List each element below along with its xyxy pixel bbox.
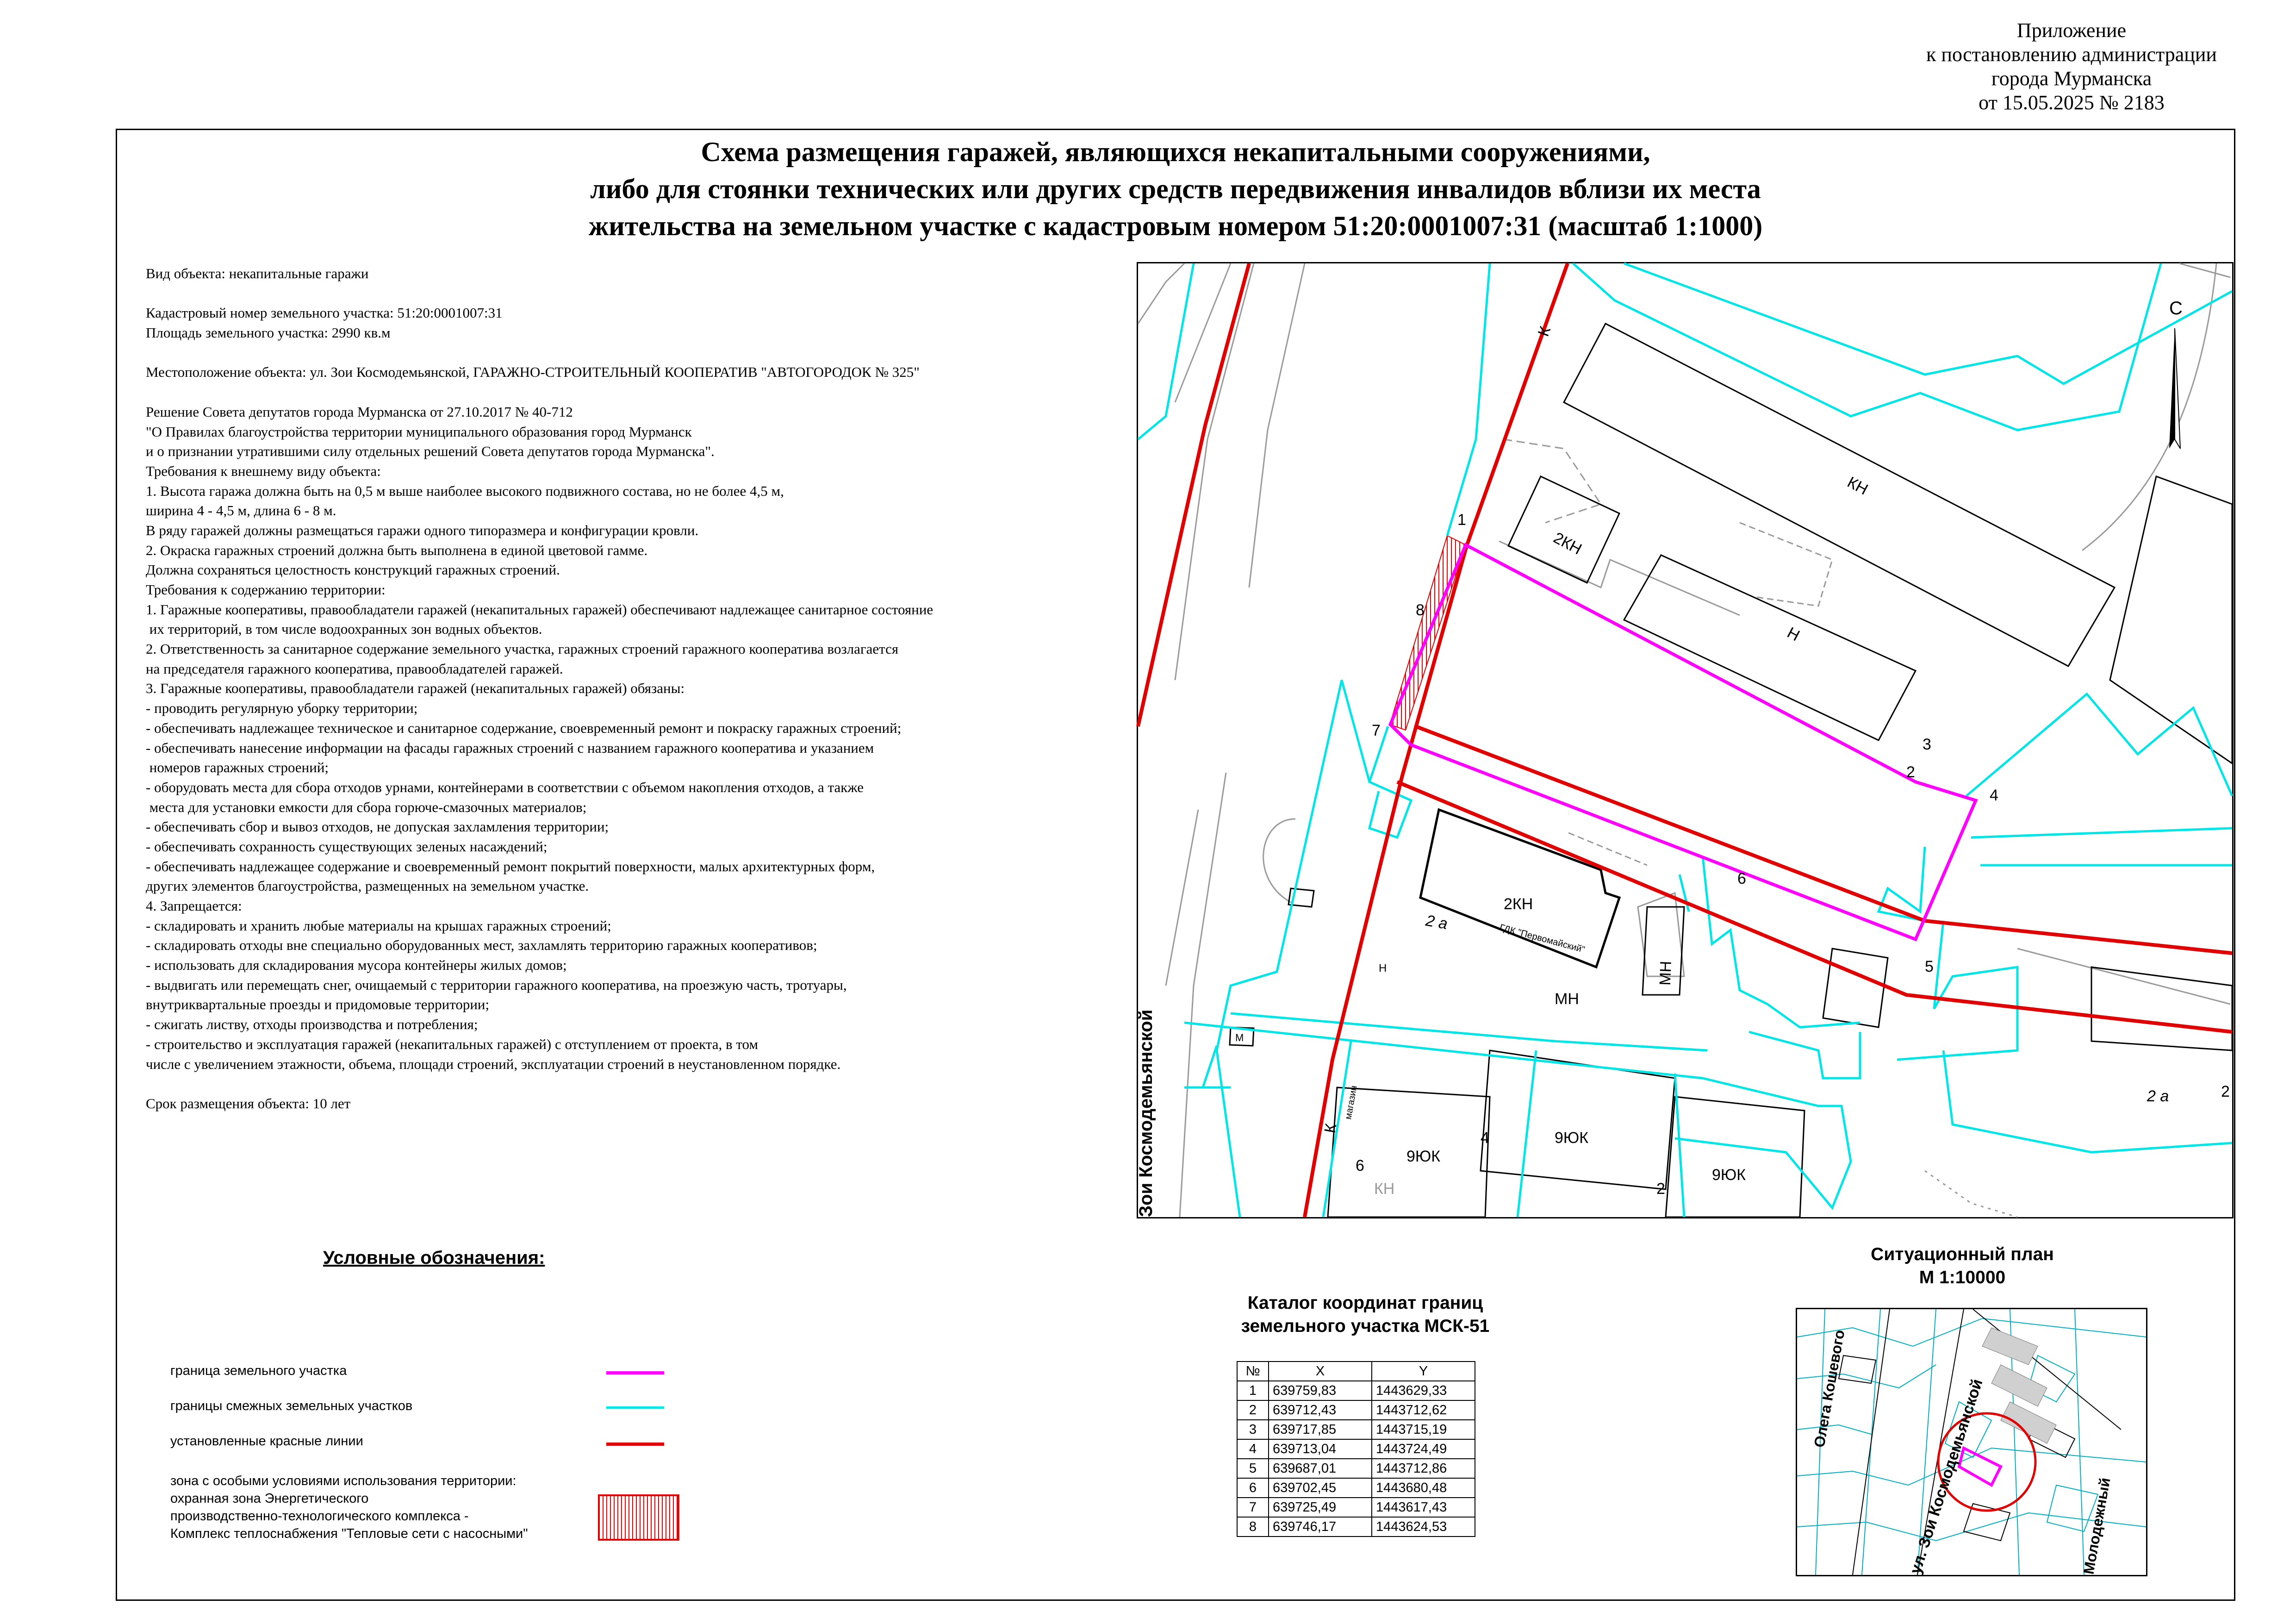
requirements-line: - использовать для складирования мусора контейнеры жилых домов; <box>146 957 567 974</box>
map-label: 2 а <box>2147 1087 2169 1105</box>
requirements-line: ширина 4 - 4,5 м, длина 6 - 8 м. <box>146 502 336 519</box>
legend-label-red-lines: установленные красные линии <box>170 1434 363 1449</box>
table-cell: 639725,49 <box>1269 1498 1372 1517</box>
requirements-line: Вид объекта: некапитальные гаражи <box>146 265 369 281</box>
title-line: жительства на земельном участке с кадастровым номером 51:20:0001007:31 (масштаб 1:1000) <box>588 211 1763 241</box>
grey-linework <box>1138 263 2230 1217</box>
requirements-line: - обеспечивать сбор и вывоз отходов, не допуская захламления территории; <box>146 818 609 835</box>
point-label: 5 <box>1925 958 1934 975</box>
requirements-line: В ряду гаражей должны размещаться гаражи одного типоразмера и конфигурации кровли. <box>146 522 699 538</box>
requirements-line: 4. Запрещается: <box>146 898 242 914</box>
table-cell: 1443624,53 <box>1372 1517 1475 1537</box>
map-label: МН <box>1555 990 1579 1008</box>
map-label: МН <box>1656 961 1675 986</box>
appendix-line: Приложение <box>2016 19 2127 42</box>
requirements-line: - выдвигать или перемещать снег, очищаемый с территории гаражного кооператива, на проезжую часть, тротуары, <box>146 976 847 993</box>
requirements-line: Площадь земельного участка: 2990 кв.м <box>146 325 391 341</box>
point-label: 1 <box>1457 511 1466 529</box>
requirements-line: других элементов благоустройства, размещенных на земельном участке. <box>146 878 589 894</box>
map-label: 6 <box>1356 1157 1364 1174</box>
map-label: 2КН <box>1550 529 1585 558</box>
table-row <box>1237 1420 1475 1439</box>
requirements-line: на председателя гаражного кооператива, правообладателей гаражей. <box>146 660 563 677</box>
legend-swatch-adjacent <box>606 1406 664 1409</box>
map-label: К <box>1534 324 1555 339</box>
map-label: 2 а <box>1424 912 1449 933</box>
point-label: 4 <box>1990 787 1998 804</box>
requirements-line: номеров гаражных строений; <box>146 759 329 776</box>
catalog-title-line: Каталог координат границ <box>1247 1293 1483 1313</box>
point-label: 7 <box>1372 722 1381 739</box>
requirements-line: 3. Гаражные кооперативы, правообладатели гаражей (некапитальных гаражей) обязаны: <box>146 680 685 697</box>
legend-zone-line: производственно-технологического комплекса - <box>170 1509 469 1524</box>
map-label: 9ЮК <box>1712 1166 1746 1184</box>
point-label: 3 <box>1923 736 1931 753</box>
table-row <box>1237 1517 1475 1537</box>
requirements-line: Кадастровый номер земельного участка: 51:20:0001007:31 <box>146 305 503 321</box>
requirements-line: их территорий, в том числе водоохранных зон водных объектов. <box>146 621 542 637</box>
map-label: ГДК "Первомайский" <box>1498 922 1586 955</box>
table-cell: 3 <box>1237 1420 1269 1439</box>
requirements-line: - складировать и хранить любые материалы на крышах гаражных строений; <box>146 917 611 934</box>
table-cell: 7 <box>1237 1498 1269 1517</box>
requirements-line: - оборудовать места для сбора отходов урнами, контейнерами в соответствии с объемом накопления отходов, а также <box>146 779 864 795</box>
requirements-line: - обеспечивать нанесение информации на фасады гаражных строений с названием гаражного кооператива и указанием <box>146 739 874 756</box>
table-cell: 1443712,62 <box>1372 1400 1475 1420</box>
column-header: X <box>1269 1362 1372 1381</box>
table-cell: 639759,83 <box>1269 1381 1372 1400</box>
situation-street-label: Молодежный <box>2080 1476 2114 1576</box>
map-label: КН <box>1374 1180 1395 1198</box>
table-cell: 1443617,43 <box>1372 1498 1475 1517</box>
requirements-line: 2. Окраска гаражных строений должна быть выполнена в единой цветовой гамме. <box>146 542 648 558</box>
legend-zone-line: зона с особыми условиями использования территории: <box>170 1474 516 1488</box>
table-header-row <box>1237 1362 1475 1381</box>
appendix-line: к постановлению администрации <box>1926 43 2217 66</box>
map-label: Н <box>1379 962 1387 974</box>
appendix-header <box>1886 19 2257 115</box>
adjacent-parcels <box>1138 263 2232 1217</box>
requirements-line: - строительство и эксплуатация гаражей (некапитальных гаражей) с отступлением от проекта, в том <box>146 1036 759 1052</box>
catalog-title-line: земельного участка МСК-51 <box>1241 1316 1490 1336</box>
requirements-line <box>146 382 1145 402</box>
table-row <box>1237 1439 1475 1459</box>
legend-zone-line: Комплекс теплоснабжения "Тепловые сети с насосными" <box>170 1526 528 1541</box>
map-label: 4 <box>1481 1129 1489 1147</box>
requirements-line: места для установки емкости для сбора горюче-смазочных материалов; <box>146 799 587 815</box>
map-canvas <box>1138 263 2232 1217</box>
legend-swatch-parcel <box>606 1371 664 1374</box>
table-cell: 639712,43 <box>1269 1400 1372 1420</box>
table-cell: 639717,85 <box>1269 1420 1372 1439</box>
column-header: Y <box>1372 1362 1475 1381</box>
legend-swatch-zone <box>598 1494 679 1541</box>
requirements-line: - проводить регулярную уборку территории; <box>146 700 418 717</box>
requirements-line: и о признании утратившими силу отдельных решений Совета депутатов города Мурманска". <box>146 443 715 460</box>
map-label: 9ЮК <box>1555 1129 1589 1147</box>
requirements-line: - обеспечивать надлежащее техническое и санитарное содержание, своевременный ремонт и покраску гаражных строений; <box>146 719 902 736</box>
table-cell: 4 <box>1237 1439 1269 1459</box>
requirements-line: 1. Высота гаража должна быть на 0,5 м выше наиболее высокого подвижного состава, но не более 4,5 м, <box>146 482 784 499</box>
requirements-line: "О Правилах благоустройства территории муниципального образования город Мурманск <box>146 423 692 440</box>
title-line: либо для стоянки технических или других средств передвижения инвалидов вблизи их места <box>590 174 1761 204</box>
table-row <box>1237 1381 1475 1400</box>
table-row <box>1237 1459 1475 1478</box>
situation-title-line: М 1:10000 <box>1919 1268 2006 1287</box>
appendix-line: от 15.05.2025 № 2183 <box>1979 91 2165 114</box>
situation-plan-canvas <box>1797 1309 2146 1575</box>
legend-label-zone <box>170 1472 587 1543</box>
requirements-line <box>146 1074 1145 1094</box>
situation-plan-map <box>1796 1308 2147 1576</box>
coordinates-table <box>1237 1361 1475 1537</box>
catalog-title <box>1176 1292 1555 1338</box>
table-cell: 1443724,49 <box>1372 1439 1475 1459</box>
map-label: 2 <box>2221 1083 2230 1100</box>
column-header: № <box>1237 1362 1269 1381</box>
requirements-line: внутриквартальные проезды и придомовые территории; <box>146 996 490 1013</box>
table-cell: 639702,45 <box>1269 1478 1372 1498</box>
table-cell: 1443715,19 <box>1372 1420 1475 1439</box>
table-row <box>1237 1498 1475 1517</box>
requirements-line: - обеспечивать сохранность существующих зеленых насаждений; <box>146 838 548 855</box>
table-cell: 1443629,33 <box>1372 1381 1475 1400</box>
table-cell: 5 <box>1237 1459 1269 1478</box>
table-cell: 1443680,48 <box>1372 1478 1475 1498</box>
situation-street-label: ул. Зои Космодемьянской <box>1906 1377 1986 1576</box>
point-label: 2 <box>1906 763 1915 781</box>
building-outlines <box>1230 324 2232 1217</box>
map-label: Н <box>1784 624 1803 645</box>
requirements-line: Местоположение объекта: ул. Зои Космодемьянской, ГАРАЖНО-СТРОИТЕЛЬНЫЙ КООПЕРАТИВ "АВТОГОРОДОК № 325" <box>146 364 920 381</box>
requirements-line: Требования к внешнему виду объекта: <box>146 462 381 479</box>
map-label: М <box>1235 1032 1244 1043</box>
title-line: Схема размещения гаражей, являющихся некапитальными сооружениями, <box>701 137 1650 167</box>
street-label: Зои Космодемьянской <box>1136 1009 1156 1217</box>
map-label: К <box>1321 1122 1340 1135</box>
parcel-boundary <box>1390 545 1976 939</box>
situation-plan-title <box>1782 1243 2143 1289</box>
requirements-line: Решение Совета депутатов города Мурманска от 27.10.2017 № 40-712 <box>146 403 573 420</box>
table-cell: 6 <box>1237 1478 1269 1498</box>
legend-title: Условные обозначения: <box>323 1248 545 1268</box>
table-body <box>1237 1381 1475 1537</box>
requirements-line: Должна сохраняться целостность конструкций гаражных строений. <box>146 562 560 578</box>
requirements-line: 1. Гаражные кооперативы, правообладатели гаражей (некапитальных гаражей) обеспечивают надлежащее санитарное состояние <box>146 601 933 618</box>
requirements-line: числе с увеличением этажности, объема, площади строений, эксплуатации строений в неустановленном порядке. <box>146 1056 841 1072</box>
table-cell: 639687,01 <box>1269 1459 1372 1478</box>
requirements-line: Срок размещения объекта: 10 лет <box>146 1095 351 1112</box>
table-cell: 2 <box>1237 1400 1269 1420</box>
table-cell: 8 <box>1237 1517 1269 1537</box>
map-labels <box>1136 324 2230 1217</box>
map-label: магазин <box>1343 1085 1359 1120</box>
requirements-line: - сжигать листву, отходы производства и потребления; <box>146 1016 478 1033</box>
main-map <box>1137 262 2234 1218</box>
requirements-line: - складировать отходы вне специально оборудованных мест, захламлять территорию гаражных кооперативов; <box>146 937 817 954</box>
table-cell: 639746,17 <box>1269 1517 1372 1537</box>
table-cell: 1 <box>1237 1381 1269 1400</box>
map-label: 9ЮК <box>1406 1148 1441 1165</box>
requirements-line <box>146 343 1145 363</box>
point-label: 6 <box>1737 870 1746 887</box>
requirements-line <box>146 284 1145 304</box>
requirements-line: Требования к содержанию территории: <box>146 581 386 598</box>
point-label: 8 <box>1416 601 1425 619</box>
map-label: 2КН <box>1504 895 1533 913</box>
requirements-text <box>146 264 1145 1114</box>
legend-swatch-red-lines <box>606 1443 664 1446</box>
appendix-line: города Мурманска <box>1991 67 2152 90</box>
red-lines <box>1138 263 2232 1217</box>
situation-street-label: Олега Кошевого <box>1811 1328 1848 1449</box>
legend-label-parcel: граница земельного участка <box>170 1363 347 1378</box>
table-cell: 639713,04 <box>1269 1439 1372 1459</box>
document-title <box>139 133 2212 244</box>
table-row <box>1237 1478 1475 1498</box>
requirements-line: 2. Ответственность за санитарное содержание земельного участка, гаражных строений гаражного кооператива возлагается <box>146 641 899 657</box>
map-label: 2 <box>1656 1180 1665 1198</box>
map-label: КН <box>1844 473 1871 499</box>
situation-title-line: Ситуационный план <box>1871 1244 2054 1264</box>
legend-zone-line: охранная зона Энергетического <box>170 1491 369 1506</box>
table-row <box>1237 1400 1475 1420</box>
north-label: С <box>2169 298 2183 319</box>
legend-label-adjacent: границы смежных земельных участков <box>170 1399 413 1413</box>
requirements-line: - обеспечивать надлежащее содержание и своевременный ремонт покрытий поверхности, малых архитектурных форм, <box>146 858 875 874</box>
table-cell: 1443712,86 <box>1372 1459 1475 1478</box>
